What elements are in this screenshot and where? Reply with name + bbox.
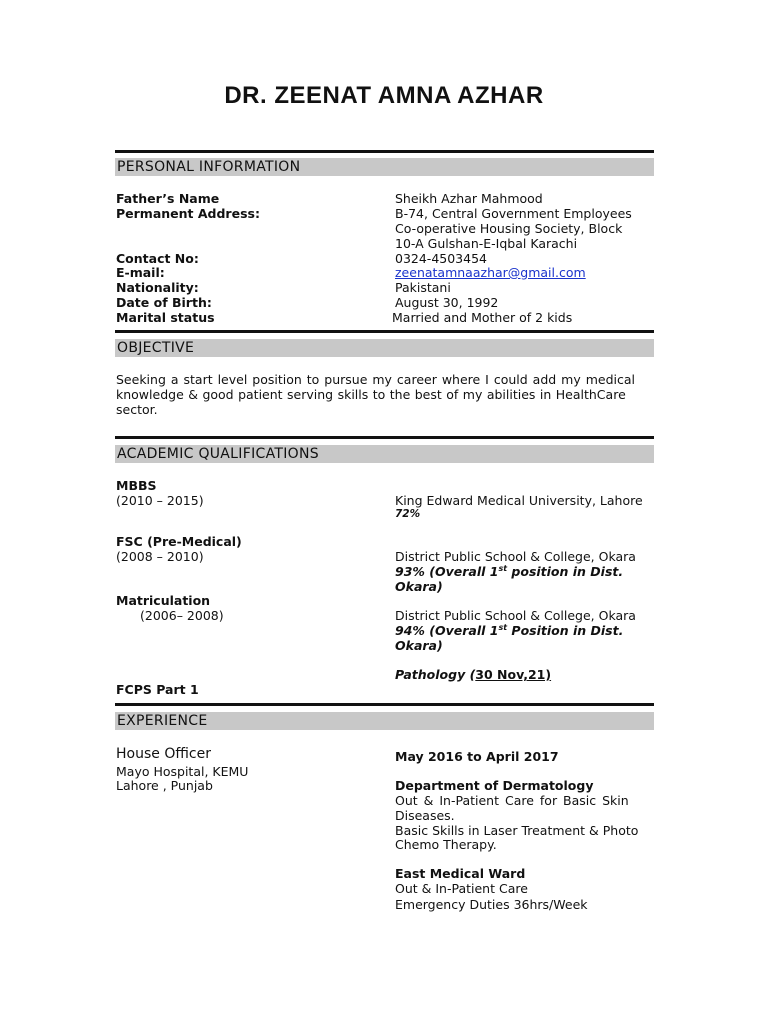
fsc-title: FSC (Pre-Medical) [116,534,242,549]
section-rule [115,330,654,333]
fsc-score: 93% (Overall 1st position in Dist. [395,564,624,579]
section-header-objective: OBJECTIVE [115,339,654,357]
mbbs-institution: King Edward Medical University, Lahore [395,493,643,508]
email-label: E-mail: [116,265,165,280]
mbbs-title: MBBS [116,478,157,493]
father-label: Father’s Name [116,191,220,206]
dob-label: Date of Birth: [116,295,212,310]
marital-label: Marital status [116,310,215,325]
fcps-title: FCPS Part 1 [116,682,199,697]
email-link[interactable]: zeenatamnaazhar@gmail.com [395,265,586,280]
section-header-personal: PERSONAL INFORMATION [115,158,654,176]
dept1-line-1: Out & In-Patient Care for Basic Skin [395,793,629,808]
experience-period: May 2016 to April 2017 [395,749,559,764]
fsc-institution: District Public School & College, Okara [395,549,636,564]
fcps-result: Pathology (30 Nov,21) [395,667,552,682]
dept1-title: Department of Dermatology [395,778,594,793]
section-header-academic: ACADEMIC QUALIFICATIONS [115,445,654,463]
section-rule [115,703,654,706]
experience-location: Lahore , Punjab [116,778,213,793]
dept1-line-3: Basic Skills in Laser Treatment & Photo [395,823,639,838]
address-line-3: 10-A Gulshan-E-Iqbal Karachi [395,236,578,251]
matric-years: (2006– 2008) [140,608,224,623]
matric-score-cont: Okara) [395,638,443,653]
mbbs-score: 72% [395,508,421,520]
experience-role: House Officer [116,746,211,762]
objective-line-1: Seeking a start level position to pursue my career where I could add my medical [116,372,635,387]
father-value: Sheikh Azhar Mahmood [395,191,543,206]
matric-institution: District Public School & College, Okara [395,608,636,623]
dept2-line-2: Emergency Duties 36hrs/Week [395,897,588,912]
dept2-title: East Medical Ward [395,866,526,881]
matric-title: Matriculation [116,593,211,608]
section-rule [115,150,654,153]
experience-hospital: Mayo Hospital, KEMU [116,764,249,779]
address-line-2: Co-operative Housing Society, Block [395,221,623,236]
nationality-value: Pakistani [395,280,451,295]
marital-value: Married and Mother of 2 kids [392,310,573,325]
dept1-line-2: Diseases. [395,808,455,823]
fsc-score-cont: Okara) [395,579,443,594]
section-header-experience: EXPERIENCE [115,712,654,730]
address-label: Permanent Address: [116,206,260,221]
section-rule [115,436,654,439]
contact-value: 0324-4503454 [395,251,487,266]
dob-value: August 30, 1992 [395,295,499,310]
candidate-name: DR. ZEENAT AMNA AZHAR [224,82,544,109]
dept2-line-1: Out & In-Patient Care [395,881,528,896]
mbbs-years: (2010 – 2015) [116,493,204,508]
fsc-years: (2008 – 2010) [116,549,204,564]
dept1-line-4: Chemo Therapy. [395,837,497,852]
objective-line-3: sector. [116,402,158,417]
matric-score: 94% (Overall 1st Position in Dist. [395,623,624,638]
contact-label: Contact No: [116,251,199,266]
objective-line-2: knowledge & good patient serving skills to the best of my abilities in HealthCare [116,387,626,402]
address-line-1: B-74, Central Government Employees [395,206,632,221]
nationality-label: Nationality: [116,280,199,295]
